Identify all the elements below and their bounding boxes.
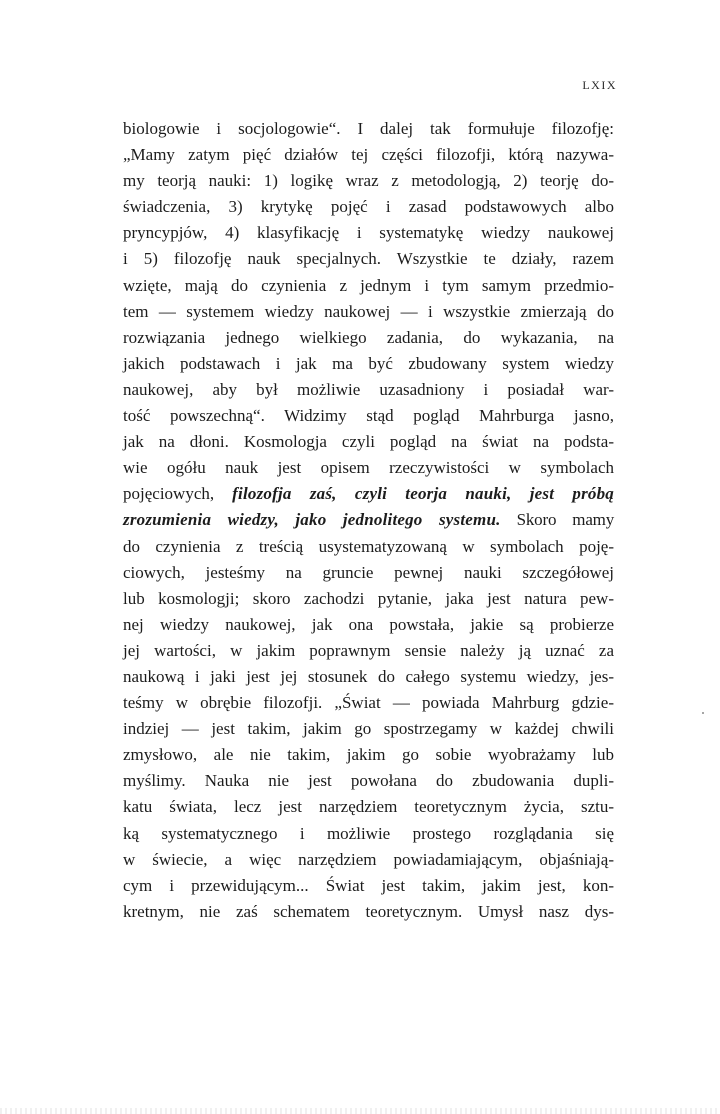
text-line: lub kosmologji; skoro zachodzi pytanie, jaka jest natura pew-	[123, 588, 614, 608]
text-line: wie ogółu nauk jest opisem rzeczywistości w symbolach	[123, 458, 614, 478]
text-line: biologowie i socjologowie“. I dalej tak formułuje filozofję:	[123, 119, 614, 138]
text-line: katu świata, lecz jest narzędziem teoretycznym życia, sztu-	[123, 797, 614, 817]
text-line: jak na dłoni. Kosmologja czyli pogląd na świat na podsta-	[123, 432, 614, 452]
text-line: myślimy. Nauka nie jest powołana do zbudowania dupli-	[123, 771, 614, 791]
text-line: ką systematycznego i możliwie prostego rozglądania się	[123, 823, 614, 843]
text-line: jej wartości, w jakim poprawnym sensie należy ją uznać za	[123, 640, 614, 660]
text-line: jakich podstawach i jak ma być zbudowany system wiedzy	[123, 353, 614, 373]
text-line: my teorją nauki: 1) logikę wraz z metodologją, 2) teorję do-	[123, 171, 614, 191]
text-line: ciowych, jesteśmy na gruncie pewnej nauki szczegółowej	[123, 562, 614, 582]
text-line: naukowej, aby był możliwie uzasadniony i posiadał war-	[123, 379, 614, 399]
text-line: teśmy w obrębie filozofji. „Świat — powiada Mahrburg gdzie-	[123, 693, 614, 713]
text-segment: pojęciowych,	[123, 484, 215, 504]
text-line: zmysłowo, ale nie takim, jakim go sobie wyobrażamy lub	[123, 745, 614, 765]
text-line: naukową i jaki jest jej stosunek do całego systemu wiedzy, jes-	[123, 666, 614, 686]
text-line: do czynienia z treścią usystematyzowaną w symbolach poję-	[123, 536, 614, 556]
speck-mark	[702, 712, 704, 714]
text-line: cym i przewidującym... Świat jest takim, jakim jest, kon-	[123, 875, 614, 895]
emphasis-text: zrozumienia wiedzy, jako jednolitego systemu.	[123, 510, 501, 530]
page-number: LXIX	[582, 78, 617, 92]
text-line: świadczenia, 3) krytykę pojęć i zasad podstawowych albo	[123, 197, 614, 217]
text-line: w świecie, a więc narzędziem powiadamiającym, objaśniają-	[123, 849, 614, 869]
text-line: i 5) filozofję nauk specjalnych. Wszystkie te działy, razem	[123, 249, 614, 269]
text-line: nej wiedzy naukowej, jak ona powstała, jakie są probierze	[123, 614, 614, 634]
text-line	[123, 507, 614, 533]
emphasis-text: filozofja zaś, czyli teorja nauki, jest próbą	[232, 484, 614, 504]
text-line: indziej — jest takim, jakim go spostrzegamy w każdej chwili	[123, 719, 614, 739]
body-text	[123, 116, 614, 925]
text-line: rozwiązania jednego wielkiego zadania, do wykazania, na	[123, 327, 614, 347]
text-line	[123, 481, 614, 507]
scan-edge	[0, 1108, 720, 1114]
text-line: pryncypjów, 4) klasyfikację i systematykę wiedzy naukowej	[123, 223, 614, 243]
text-line: tość powszechną“. Widzimy stąd pogląd Mahrburga jasno,	[123, 406, 614, 426]
text-line: wzięte, mają do czynienia z jednym i tym samym przedmio-	[123, 275, 614, 295]
text-line: kretnym, nie zaś schematem teoretycznym. Umysł nasz dys-	[123, 901, 614, 921]
text-segment: Skoro mamy	[516, 510, 614, 530]
text-line: tem — systemem wiedzy naukowej — i wszystkie zmierzają do	[123, 301, 614, 321]
text-line: „Mamy zatym pięć działów tej części filozofji, którą nazywa-	[123, 145, 614, 165]
